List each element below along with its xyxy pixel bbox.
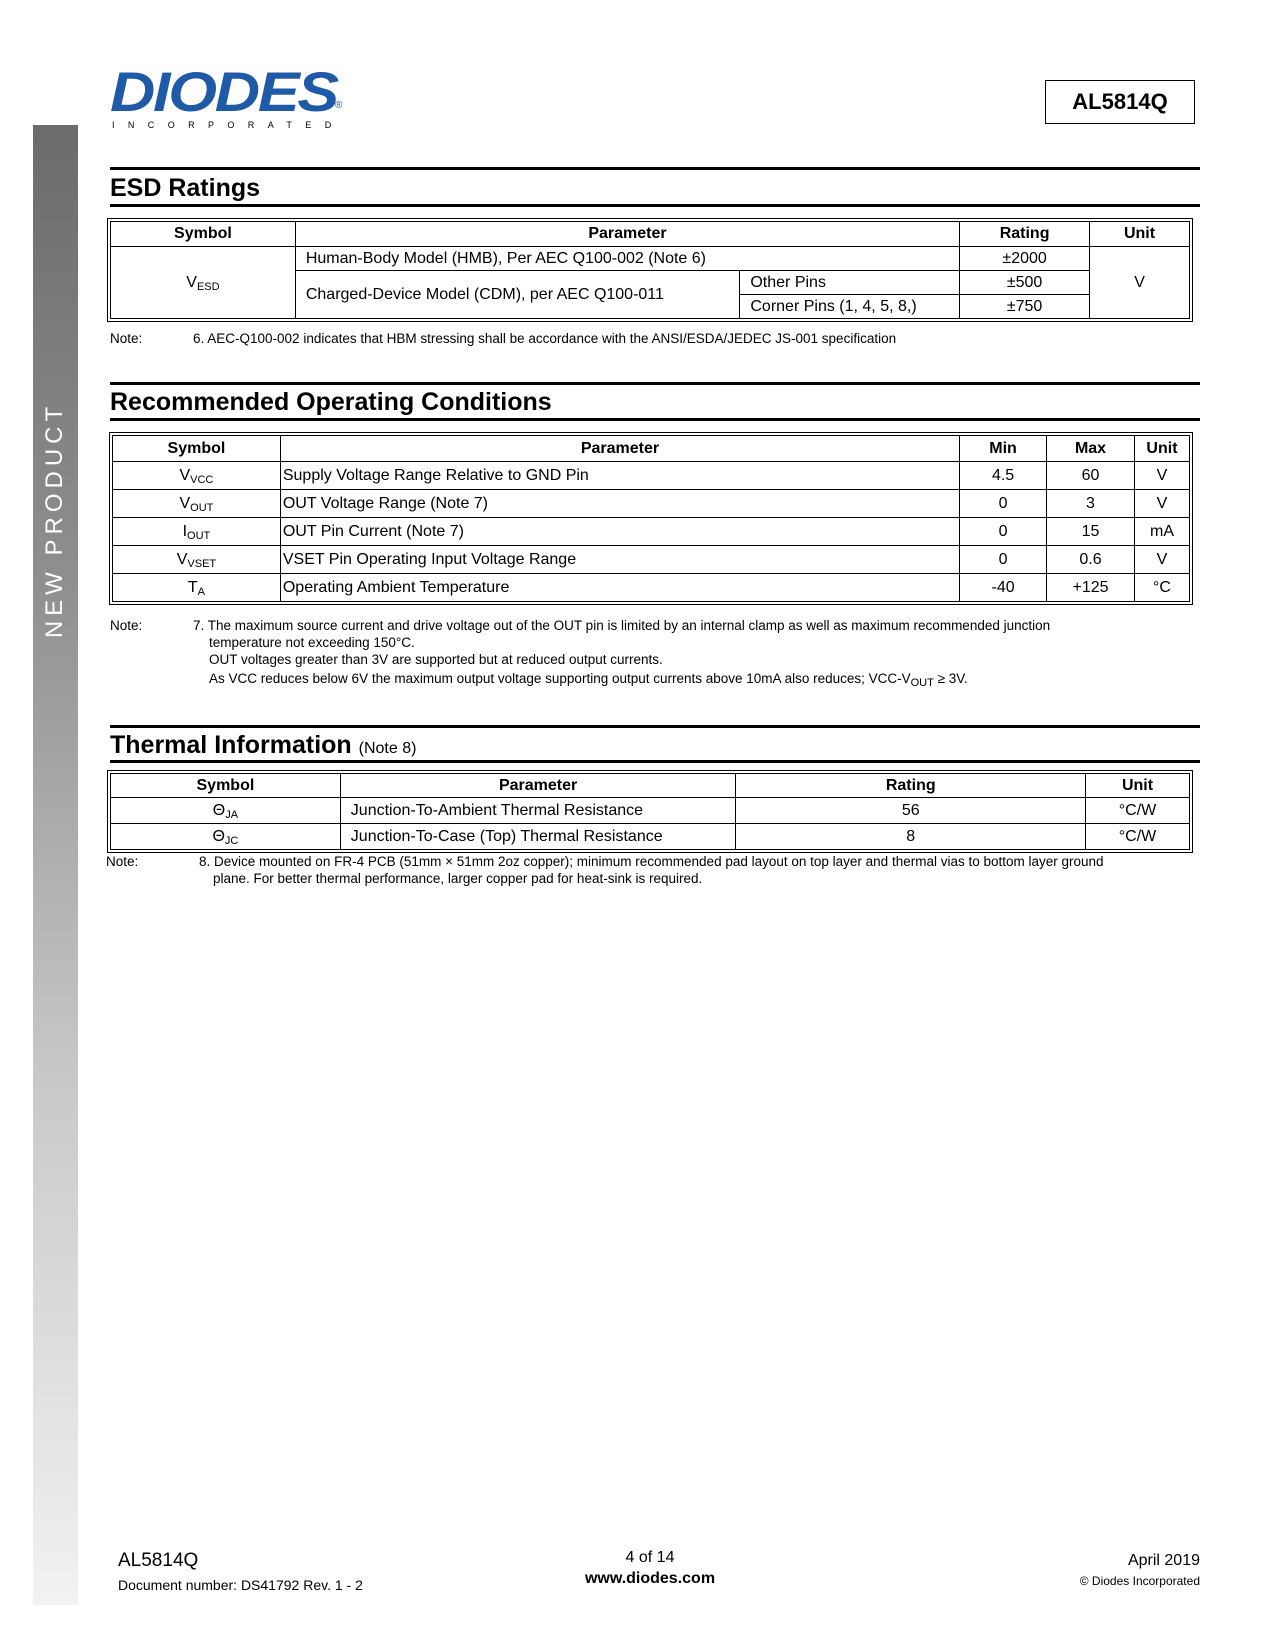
thermal-bottom-rule <box>110 760 1200 763</box>
esd-symbol: $V_{ESD}$ <box>111 247 296 319</box>
logo-registered-mark: ® <box>335 100 343 111</box>
esd-title: ESD Ratings <box>110 174 261 202</box>
thermal-note-line2: plane. For better thermal performance, larger copper pad for heat-sink is required. <box>213 871 703 886</box>
esd-unit: V <box>1090 247 1190 319</box>
footer-part: AL5814Q <box>118 1550 199 1571</box>
roc-header-min: Min <box>960 436 1047 462</box>
esd-hbm-rating: ±2000 <box>960 247 1090 271</box>
esd-note-label: Note: <box>110 331 143 346</box>
thermal-header-rating: Rating <box>736 774 1086 798</box>
esd-cdm-corner-rating: ±750 <box>960 295 1090 319</box>
table-row <box>113 490 1190 518</box>
esd-table <box>110 221 1190 319</box>
part-number-box: AL5814Q <box>1045 80 1195 124</box>
table-row <box>113 574 1190 602</box>
esd-top-rule <box>110 167 1200 170</box>
thermal-rating: 8 <box>736 824 1086 850</box>
roc-table <box>112 435 1190 602</box>
footer-page: 4 of 14 <box>625 1549 675 1566</box>
diodes-logo <box>110 60 345 130</box>
footer-copyright: © Diodes Incorporated <box>1079 1574 1200 1588</box>
new-product-label: NEW PRODUCT <box>41 401 68 639</box>
roc-symbol: $V_{VCC}$ <box>113 462 281 490</box>
roc-header-symbol: Symbol <box>113 436 281 462</box>
roc-min: 0 <box>960 546 1047 574</box>
roc-note-line4: As VCC reduces below 6V the maximum output voltage supporting output currents above 10mA also reduces; VCC-$V_{OUT} \ge 3V$. <box>209 671 968 689</box>
roc-unit: °C <box>1134 574 1189 602</box>
roc-note-label: Note: <box>110 618 143 633</box>
roc-param: Supply Voltage Range Relative to GND Pin <box>280 462 959 490</box>
thermal-top-rule <box>110 725 1200 728</box>
roc-header-unit: Unit <box>1134 436 1189 462</box>
thermal-note-line1: 8. Device mounted on FR-4 PCB (51mm × 51mm 2oz copper); minimum recommended pad layout on top layer and thermal vias to bottom layer ground <box>199 854 1104 869</box>
esd-cdm-corner: Corner Pins (1, 4, 5, 8,) <box>740 295 960 319</box>
roc-header-max: Max <box>1047 436 1135 462</box>
esd-bottom-rule <box>110 204 1200 207</box>
thermal-note <box>106 853 1200 887</box>
roc-unit: V <box>1134 546 1189 574</box>
esd-header-symbol: Symbol <box>111 222 296 247</box>
roc-max: 3 <box>1047 490 1135 518</box>
esd-hbm-param: Human-Body Model (HMB), Per AEC Q100-002 (Note 6) <box>295 247 959 271</box>
side-gradient-bar <box>33 125 78 1605</box>
roc-note-line3: OUT voltages greater than 3V are supported but at reduced output currents. <box>209 652 663 667</box>
roc-note <box>110 617 1200 687</box>
footer-website[interactable]: www.diodes.com <box>584 1570 716 1587</box>
thermal-header-symbol: Symbol <box>111 774 341 798</box>
esd-note-text: 6. AEC-Q100-002 indicates that HBM stressing shall be accordance with the ANSI/ESDA/JEDEC JS-001 specification <box>193 331 897 346</box>
roc-param: OUT Pin Current (Note 7) <box>280 518 959 546</box>
roc-param: Operating Ambient Temperature <box>280 574 959 602</box>
roc-param: VSET Pin Operating Input Voltage Range <box>280 546 959 574</box>
footer-doc-number: Document number: DS41792 Rev. 1 - 2 <box>118 1577 363 1593</box>
roc-symbol: $I_{OUT}$ <box>113 518 281 546</box>
table-row <box>111 824 1190 850</box>
esd-header-unit: Unit <box>1090 222 1190 247</box>
roc-symbol: $V_{VSET}$ <box>113 546 281 574</box>
thermal-symbol: $\Theta_{JA}$ <box>111 798 341 824</box>
roc-min: 4.5 <box>960 462 1047 490</box>
esd-header-rating: Rating <box>960 222 1090 247</box>
esd-cdm-param: Charged-Device Model (CDM), per AEC Q100-011 <box>295 271 740 319</box>
roc-min: 0 <box>960 518 1047 546</box>
esd-cdm-other-rating: ±500 <box>960 271 1090 295</box>
roc-max: 60 <box>1047 462 1135 490</box>
table-row <box>113 518 1190 546</box>
thermal-symbol: $\Theta_{JC}$ <box>111 824 341 850</box>
roc-unit: V <box>1134 462 1189 490</box>
roc-max: +125 <box>1047 574 1135 602</box>
roc-min: -40 <box>960 574 1047 602</box>
logo-subtitle: INCORPORATED <box>112 120 345 130</box>
roc-bottom-rule <box>110 418 1200 421</box>
roc-min: 0 <box>960 490 1047 518</box>
thermal-unit: °C/W <box>1086 798 1190 824</box>
roc-param: OUT Voltage Range (Note 7) <box>280 490 959 518</box>
thermal-table <box>110 773 1190 850</box>
esd-cdm-other: Other Pins <box>740 271 960 295</box>
roc-unit: V <box>1134 490 1189 518</box>
thermal-rating: 56 <box>736 798 1086 824</box>
thermal-header-unit: Unit <box>1086 774 1190 798</box>
thermal-param: Junction-To-Case (Top) Thermal Resistance <box>340 824 736 850</box>
roc-max: 0.6 <box>1047 546 1135 574</box>
table-row <box>111 798 1190 824</box>
logo-wordmark: DIODES <box>110 60 338 123</box>
esd-header-parameter: Parameter <box>295 222 959 247</box>
thermal-param: Junction-To-Ambient Thermal Resistance <box>340 798 736 824</box>
roc-header-parameter: Parameter <box>280 436 959 462</box>
roc-note-line1: 7. The maximum source current and drive voltage out of the OUT pin is limited by an internal clamp as well as maximum recommended junction <box>193 618 1051 633</box>
thermal-header-parameter: Parameter <box>340 774 736 798</box>
thermal-unit: °C/W <box>1086 824 1190 850</box>
thermal-title: Thermal Information (Note 8) <box>110 731 417 759</box>
roc-note-line2: temperature not exceeding 150°C. <box>209 635 415 650</box>
footer-date: April 2019 <box>1127 1552 1200 1569</box>
thermal-note-label: Note: <box>106 854 139 869</box>
table-row <box>113 462 1190 490</box>
esd-note <box>110 330 1200 347</box>
roc-title: Recommended Operating Conditions <box>110 388 552 416</box>
roc-top-rule <box>110 382 1200 385</box>
roc-symbol: $V_{OUT}$ <box>113 490 281 518</box>
roc-max: 15 <box>1047 518 1135 546</box>
table-row <box>113 546 1190 574</box>
roc-symbol: $T_A$ <box>113 574 281 602</box>
roc-unit: mA <box>1134 518 1189 546</box>
